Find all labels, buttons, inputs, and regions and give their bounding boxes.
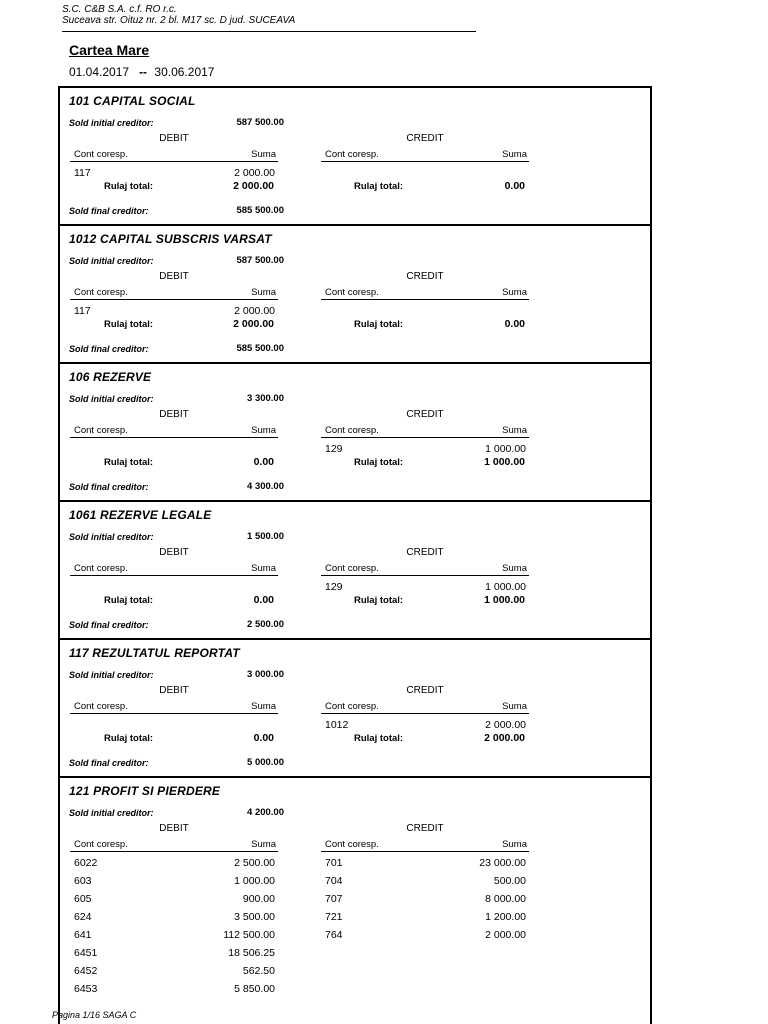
rulaj-total-debit-label: Rulaj total: xyxy=(104,595,154,606)
debit-header: DEBIT xyxy=(159,823,189,834)
cont-coresp-header: Cont coresp. xyxy=(325,701,379,712)
suma-header: Suma xyxy=(251,425,276,436)
rulaj-total-credit-label: Rulaj total: xyxy=(354,595,404,606)
header-divider xyxy=(62,31,476,32)
table-row xyxy=(321,893,529,911)
suma-header: Suma xyxy=(251,701,276,712)
page-title: Cartea Mare xyxy=(69,42,150,58)
suma-cell: 112 500.00 xyxy=(223,929,275,941)
sold-initial-label: Sold initial creditor: xyxy=(69,532,154,542)
sold-initial-label: Sold initial creditor: xyxy=(69,808,154,818)
account-title: 121 PROFIT SI PIERDERE xyxy=(69,784,221,798)
suma-header: Suma xyxy=(502,839,527,850)
suma-cell: 3 500.00 xyxy=(234,911,275,923)
sold-final-value: 2 500.00 xyxy=(247,619,284,630)
cont-coresp-cell: 6453 xyxy=(74,983,98,995)
account-title: 117 REZULTATUL REPORTAT xyxy=(69,646,240,660)
sold-initial-label: Sold initial creditor: xyxy=(69,256,154,266)
suma-cell: 1 000.00 xyxy=(234,875,275,887)
cont-coresp-header: Cont coresp. xyxy=(74,425,128,436)
suma-cell: 2 000.00 xyxy=(485,719,526,731)
cont-coresp-cell: 129 xyxy=(325,443,343,455)
account-title: 106 REZERVE xyxy=(69,370,152,384)
rulaj-total-debit-value: 0.00 xyxy=(253,594,274,606)
cont-coresp-cell: 701 xyxy=(325,857,343,869)
credit-column-header xyxy=(321,287,529,300)
table-row xyxy=(321,857,529,875)
rulaj-total-credit-label: Rulaj total: xyxy=(354,457,404,468)
table-row xyxy=(70,875,278,893)
sold-final-value: 585 500.00 xyxy=(236,205,284,216)
suma-header: Suma xyxy=(502,701,527,712)
suma-cell: 1 000.00 xyxy=(485,443,526,455)
company-address: Suceava str. Oituz nr. 2 bl. M17 sc. D jud. SUCEAVA xyxy=(62,15,296,26)
suma-cell: 2 000.00 xyxy=(234,167,275,179)
sold-initial-label: Sold initial creditor: xyxy=(69,394,154,404)
cont-coresp-cell: 6452 xyxy=(74,965,98,977)
page-footer: Pagina 1/16 SAGA C xyxy=(52,1010,137,1020)
table-row xyxy=(70,947,278,965)
cont-coresp-cell: 6451 xyxy=(74,947,98,959)
report-period xyxy=(69,65,214,79)
rulaj-total-debit-value: 2 000.00 xyxy=(233,318,274,330)
date-from: 01.04.2017 xyxy=(69,65,130,79)
rulaj-total-credit-label: Rulaj total: xyxy=(354,181,404,192)
table-row xyxy=(321,929,529,947)
cont-coresp-header: Cont coresp. xyxy=(325,287,379,298)
debit-column-header xyxy=(70,425,278,438)
rulaj-total-debit-label: Rulaj total: xyxy=(104,457,154,468)
sold-final-value: 585 500.00 xyxy=(236,343,284,354)
rulaj-total-credit-label: Rulaj total: xyxy=(354,733,404,744)
account-block xyxy=(60,226,650,364)
rulaj-total-credit-value: 1 000.00 xyxy=(484,456,525,468)
sold-initial-value: 3 000.00 xyxy=(247,669,284,680)
table-row xyxy=(70,929,278,947)
sold-initial-label: Sold initial creditor: xyxy=(69,670,154,680)
debit-header: DEBIT xyxy=(159,685,189,696)
sold-initial-value: 4 200.00 xyxy=(247,807,284,818)
rulaj-total-credit-value: 2 000.00 xyxy=(484,732,525,744)
cont-coresp-cell: 721 xyxy=(325,911,343,923)
suma-header: Suma xyxy=(251,287,276,298)
company-name: S.C. C&B S.A. c.f. RO r.c. xyxy=(62,4,177,15)
debit-header: DEBIT xyxy=(159,133,189,144)
debit-rows xyxy=(70,857,278,1001)
suma-cell: 900.00 xyxy=(242,893,275,905)
debit-column-header xyxy=(70,701,278,714)
cont-coresp-header: Cont coresp. xyxy=(74,563,128,574)
sold-initial-value: 587 500.00 xyxy=(236,255,284,266)
table-row xyxy=(321,911,529,929)
table-row xyxy=(70,965,278,983)
suma-cell: 2 000.00 xyxy=(234,305,275,317)
debit-column-header xyxy=(70,287,278,300)
rulaj-total-debit-value: 0.00 xyxy=(253,456,274,468)
credit-header: CREDIT xyxy=(406,271,444,282)
sold-initial-value: 587 500.00 xyxy=(236,117,284,128)
suma-cell: 2 000.00 xyxy=(485,929,526,941)
sold-initial-value: 1 500.00 xyxy=(247,531,284,542)
cont-coresp-cell: 6022 xyxy=(74,857,98,869)
account-title: 101 CAPITAL SOCIAL xyxy=(69,94,196,108)
sold-final-label: Sold final creditor: xyxy=(69,206,149,216)
suma-cell: 2 500.00 xyxy=(234,857,275,869)
account-title: 1012 CAPITAL SUBSCRIS VARSAT xyxy=(69,232,272,246)
cont-coresp-cell: 605 xyxy=(74,893,92,905)
cont-coresp-cell: 764 xyxy=(325,929,343,941)
suma-header: Suma xyxy=(502,287,527,298)
rulaj-total-debit-value: 0.00 xyxy=(253,732,274,744)
suma-header: Suma xyxy=(502,149,527,160)
date-to: 30.06.2017 xyxy=(154,65,215,79)
credit-column-header xyxy=(321,425,529,438)
cont-coresp-header: Cont coresp. xyxy=(74,839,128,850)
suma-cell: 1 200.00 xyxy=(485,911,526,923)
rulaj-total-debit-label: Rulaj total: xyxy=(104,181,154,192)
cont-coresp-header: Cont coresp. xyxy=(74,149,128,160)
suma-header: Suma xyxy=(251,149,276,160)
sold-initial-value: 3 300.00 xyxy=(247,393,284,404)
debit-header: DEBIT xyxy=(159,271,189,282)
sold-final-label: Sold final creditor: xyxy=(69,344,149,354)
cont-coresp-cell: 641 xyxy=(74,929,92,941)
cont-coresp-cell: 129 xyxy=(325,581,343,593)
table-row xyxy=(321,875,529,893)
debit-header: DEBIT xyxy=(159,547,189,558)
credit-header: CREDIT xyxy=(406,133,444,144)
rulaj-total-credit-value: 0.00 xyxy=(504,180,525,192)
table-row xyxy=(70,857,278,875)
period-separator: -- xyxy=(139,65,148,79)
debit-column-header xyxy=(70,149,278,162)
suma-cell: 562.50 xyxy=(242,965,275,977)
suma-cell: 5 850.00 xyxy=(234,983,275,995)
table-row xyxy=(70,893,278,911)
cont-coresp-cell: 624 xyxy=(74,911,92,923)
cont-coresp-cell: 117 xyxy=(74,305,91,317)
rulaj-total-debit-label: Rulaj total: xyxy=(104,733,154,744)
cont-coresp-header: Cont coresp. xyxy=(325,149,379,160)
cont-coresp-cell: 704 xyxy=(325,875,343,887)
account-block xyxy=(60,778,650,1024)
sold-initial-label: Sold initial creditor: xyxy=(69,118,154,128)
suma-cell: 18 506.25 xyxy=(228,947,275,959)
sold-final-value: 5 000.00 xyxy=(247,757,284,768)
accounts-ledger xyxy=(58,86,652,1024)
suma-cell: 8 000.00 xyxy=(485,893,526,905)
cont-coresp-header: Cont coresp. xyxy=(325,425,379,436)
suma-header: Suma xyxy=(251,563,276,574)
cont-coresp-header: Cont coresp. xyxy=(325,839,379,850)
sold-final-label: Sold final creditor: xyxy=(69,482,149,492)
debit-column-header xyxy=(70,563,278,576)
cont-coresp-header: Cont coresp. xyxy=(74,701,128,712)
account-block xyxy=(60,88,650,226)
credit-column-header xyxy=(321,149,529,162)
credit-header: CREDIT xyxy=(406,547,444,558)
table-row xyxy=(70,983,278,1001)
debit-column-header xyxy=(70,839,278,852)
rulaj-total-credit-value: 1 000.00 xyxy=(484,594,525,606)
suma-header: Suma xyxy=(502,563,527,574)
rulaj-total-credit-label: Rulaj total: xyxy=(354,319,404,330)
rulaj-total-debit-value: 2 000.00 xyxy=(233,180,274,192)
credit-header: CREDIT xyxy=(406,409,444,420)
suma-cell: 1 000.00 xyxy=(485,581,526,593)
suma-cell: 23 000.00 xyxy=(479,857,526,869)
account-block xyxy=(60,364,650,502)
rulaj-total-debit-label: Rulaj total: xyxy=(104,319,154,330)
cont-coresp-cell: 1012 xyxy=(325,719,349,731)
credit-column-header xyxy=(321,563,529,576)
sold-final-value: 4 300.00 xyxy=(247,481,284,492)
suma-header: Suma xyxy=(502,425,527,436)
cont-coresp-header: Cont coresp. xyxy=(74,287,128,298)
cont-coresp-cell: 117 xyxy=(74,167,91,179)
suma-cell: 500.00 xyxy=(493,875,526,887)
account-title: 1061 REZERVE LEGALE xyxy=(69,508,212,522)
suma-header: Suma xyxy=(251,839,276,850)
account-block xyxy=(60,640,650,778)
rulaj-total-credit-value: 0.00 xyxy=(504,318,525,330)
account-block xyxy=(60,502,650,640)
credit-header: CREDIT xyxy=(406,823,444,834)
sold-final-label: Sold final creditor: xyxy=(69,620,149,630)
credit-rows xyxy=(321,857,529,947)
credit-column-header xyxy=(321,701,529,714)
cont-coresp-cell: 707 xyxy=(325,893,343,905)
cont-coresp-cell: 603 xyxy=(74,875,92,887)
cont-coresp-header: Cont coresp. xyxy=(325,563,379,574)
company-header xyxy=(62,4,295,26)
credit-header: CREDIT xyxy=(406,685,444,696)
table-row xyxy=(70,911,278,929)
debit-header: DEBIT xyxy=(159,409,189,420)
credit-column-header xyxy=(321,839,529,852)
sold-final-label: Sold final creditor: xyxy=(69,758,149,768)
